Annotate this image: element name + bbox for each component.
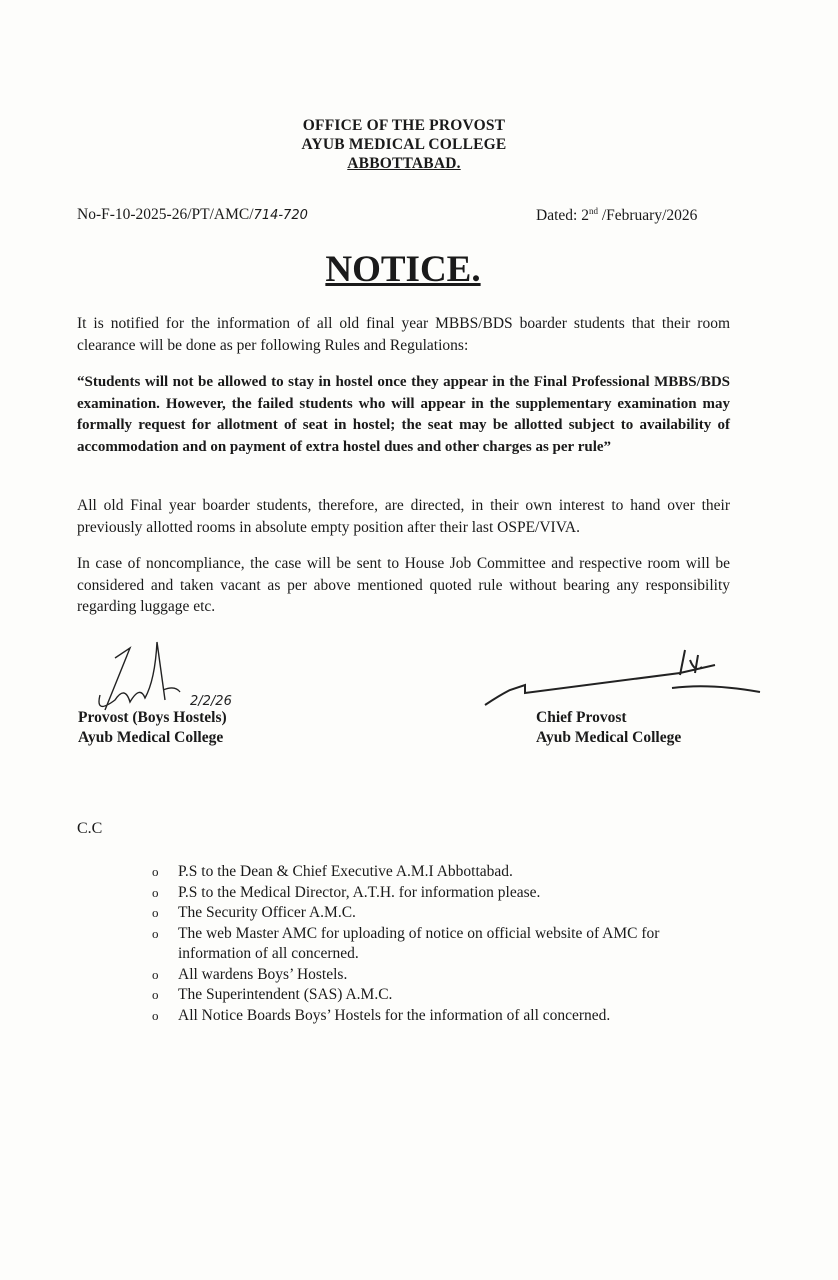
bullet-icon: o (152, 925, 159, 941)
date-suffix: nd (588, 206, 598, 216)
list-item: o All wardens Boys’ Hostels. (152, 965, 732, 986)
signatory-chief-provost (536, 708, 681, 748)
paragraph-directive: All old Final year boarder students, therefore, are directed, in their own interest to hand over their previously allotted rooms in absolute empty position after their last OSPE/VIVA. (77, 497, 730, 536)
list-item: o All Notice Boards Boys’ Hostels for the information of all concerned. (152, 1006, 732, 1027)
paragraph-intro: It is notified for the information of all old final year MBBS/BDS boarder students that their room clearance will be done as per following Rules and Regulations: (77, 315, 730, 354)
provost-signature (85, 640, 285, 715)
provost-signature-date: 2/2/26 (190, 694, 232, 709)
letterhead-college: AYUB MEDICAL COLLEGE (301, 136, 507, 153)
list-item: o The Security Officer A.M.C. (152, 903, 732, 924)
list-item: o P.S to the Medical Director, A.T.H. for information please. (152, 883, 732, 904)
letterhead (0, 116, 808, 173)
reference-number (77, 206, 308, 224)
cc-list (152, 862, 732, 1026)
paragraph-noncompliance: In case of noncompliance, the case will be sent to House Job Committee and respective room will be considered and taken vacant as per above mentioned quoted rule without bearing any responsibility regarding luggage etc. (77, 555, 730, 615)
list-item: o The web Master AMC for uploading of notice on official website of AMC for information of all concerned. (152, 924, 660, 962)
signatory-provost (78, 708, 227, 748)
list-item: o P.S to the Dean & Chief Executive A.M.I Abbottabad. (152, 862, 732, 883)
bullet-icon: o (152, 966, 159, 982)
chief-provost-signature (480, 645, 770, 715)
notice-date (536, 206, 697, 225)
date-prefix: Dated: 2 (536, 207, 589, 225)
paragraph-rule-quote: “Students will not be allowed to stay in hostel once they appear in the Final Professional MBBS/BDS examination. However, the failed students who will appear in the supplementary examination may formally request for allotment of seat in hostel; the seat may be allotted subject to availability of accommodation and on payment of extra hostel dues and other charges as per rule” (77, 374, 730, 456)
reference-number-text: No-F-10-2025-26/PT/AMC/ (77, 206, 254, 223)
signatory-provost-org: Ayub Medical College (78, 729, 224, 746)
bullet-icon: o (152, 884, 159, 900)
signatory-chief-provost-org: Ayub Medical College (536, 729, 682, 746)
date-rest: /February/2026 (597, 207, 698, 225)
signatory-provost-title: Provost (Boys Hostels) (78, 709, 227, 726)
page-title: NOTICE. (325, 249, 481, 290)
signatory-chief-provost-title: Chief Provost (536, 709, 627, 726)
bullet-icon: o (152, 864, 159, 879)
letterhead-city: ABBOTTABAD. (347, 155, 461, 172)
reference-handwritten: 714-720 (253, 208, 308, 223)
list-item: o The Superintendent (SAS) A.M.C. (152, 985, 732, 1006)
bullet-icon: o (152, 1007, 159, 1023)
bullet-icon: o (152, 987, 159, 1002)
bullet-icon: o (152, 905, 159, 920)
cc-label: C.C (77, 820, 103, 837)
letterhead-office: OFFICE OF THE PROVOST (302, 117, 506, 134)
